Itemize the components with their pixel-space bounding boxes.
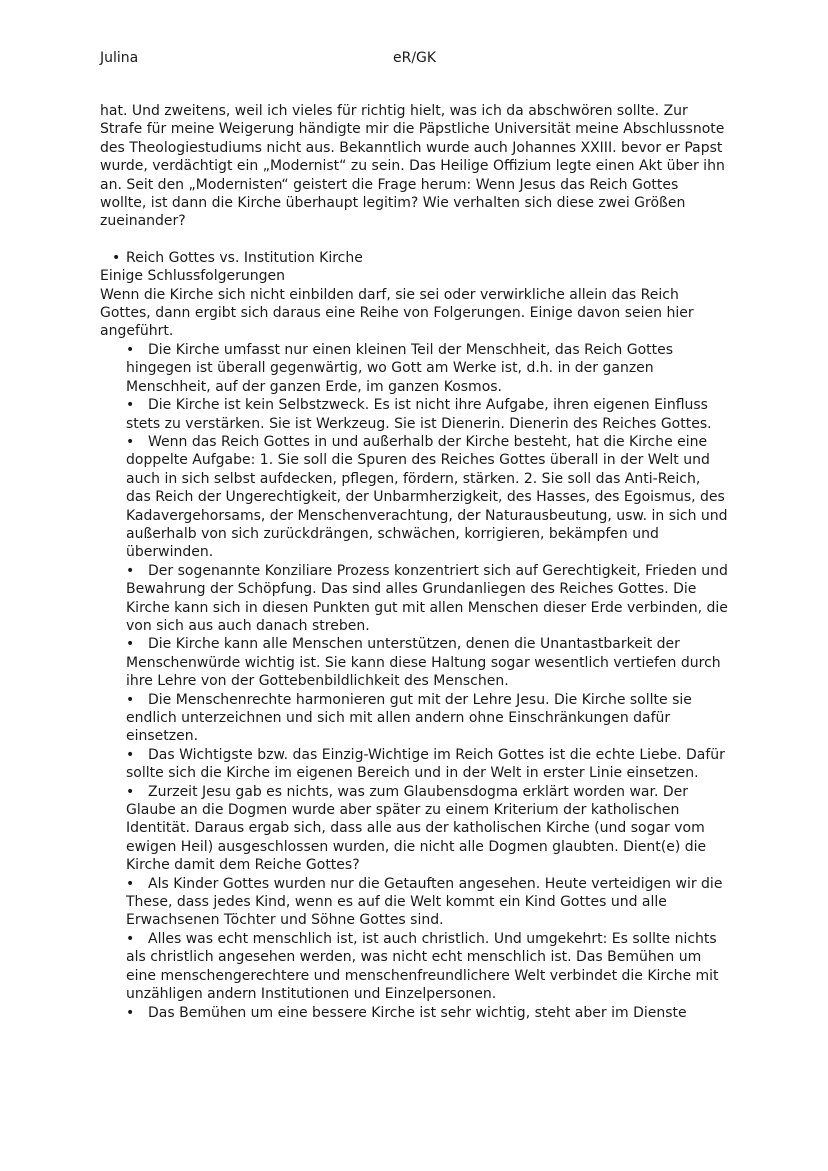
course-code: eR/GK	[393, 50, 437, 66]
bullet-marker: •	[126, 636, 135, 653]
bullet-marker: •	[126, 875, 135, 892]
bullet-marker: •	[126, 433, 135, 450]
list-item-text: Die Kirche ist kein Selbstzweck. Es ist nicht ihre Aufgabe, ihren eigenen Einfluss stets zu verstärken. Sie ist Werkzeug. Sie ist Dienerin. Dienerin des Reiches Gottes.	[126, 397, 712, 432]
list-item-text: Zurzeit Jesu gab es nichts, was zum Glaubensdogma erklärt worden war. Der Glaube an die Dogmen wurde aber später zu einem Kriterium der katholischen Identität. Daraus ergab sich, dass alle aus der katholischen Kirche (und sogar vom ewigen Heil) ausgeschlossen wurden, die nicht alle Dogmen glaubten. Dient(e) die Kirche damit dem Reiche Gottes?	[126, 783, 707, 874]
list-item-text: Die Kirche kann alle Menschen unterstützen, denen die Unantastbarkeit der Menschenwürde wichtig ist. Sie kann diese Haltung sogar wesentlich vertiefen durch ihre Lehre von der Gottebenbildlichkeit des Menschen.	[126, 636, 721, 690]
list-item-text: Alles was echt menschlich ist, ist auch christlich. Und umgekehrt: Es sollte nichts als christlich angesehen werden, was nicht echt menschlich ist. Das Bemühen um eine menschengerechtere und menschenfreundlichere Welt verbindet die Kirche mit unzähligen andern Institutionen und Einzelpersonen.	[126, 930, 719, 1003]
bullet-marker: •	[126, 930, 135, 947]
conclusions-list	[100, 341, 728, 1022]
intro-paragraph: hat. Und zweitens, weil ich vieles für richtig hielt, was ich da abschwören sollte. Zur Strafe für meine Weigerung händigte mir die Päpstliche Universität meine Abschlussnote des Theologiestudiums nicht aus. Bekanntlich wurde auch Johannes XXIII. bevor er Papst wurde, verdächtigt ein „Modernist“ zu sein. Das Heilige Offizium legte einen Akt über ihn an. Seit den „Modernisten“ geistert die Frage herum: Wenn Jesus das Reich Gottes wollte, ist dann die Kirche überhaupt legitim? Wie verhalten sich diese zwei Größen zueinander?	[100, 103, 725, 230]
bullet-marker: •	[126, 783, 135, 800]
bullet-marker: •	[126, 691, 135, 708]
document-body	[100, 102, 728, 1022]
page-header	[100, 50, 728, 70]
bullet-marker: •	[126, 746, 135, 763]
list-item-text: Als Kinder Gottes wurden nur die Getauften angesehen. Heute verteidigen wir die These, dass jedes Kind, wenn es auf die Welt kommt ein Kind Gottes und alle Erwachsenen Töchter und Söhne Gottes sind.	[126, 875, 723, 929]
list-item	[126, 635, 728, 690]
section-intro: Wenn die Kirche sich nicht einbilden darf, sie sei oder verwirkliche allein das Reich Gottes, dann ergibt sich daraus eine Reihe von Folgerungen. Einige davon seien hier angeführt.	[100, 286, 694, 340]
topic-bullet: • Reich Gottes vs. Institution Kirche	[126, 249, 728, 267]
list-item	[126, 562, 728, 636]
list-item	[126, 746, 728, 783]
list-item-text: Das Bemühen um eine bessere Kirche ist sehr wichtig, steht aber im Dienste	[148, 1004, 687, 1021]
list-item-text: Das Wichtigste bzw. das Einzig-Wichtige im Reich Gottes ist die echte Liebe. Dafür sollte sich die Kirche im eigenen Bereich und in der Welt in erster Linie einsetzen.	[126, 746, 725, 782]
bullet-marker: •	[126, 341, 135, 358]
bullet-marker: •	[126, 562, 135, 579]
list-item-text: Der sogenannte Konziliare Prozess konzentriert sich auf Gerechtigkeit, Frieden und Bewahrung der Schöpfung. Das sind alles Grundanliegen des Reiches Gottes. Die Kirche kann sich in diesen Punkten gut mit allen Menschen dieser Erde verbinden, die von sich aus auch danach streben.	[126, 562, 728, 634]
list-item-text: Die Kirche umfasst nur einen kleinen Teil der Menschheit, das Reich Gottes hingegen ist überall gegenwärtig, wo Gott am Werke ist, d.h. in der ganzen Menschheit, auf der ganzen Erde, im ganzen Kosmos.	[126, 341, 674, 395]
bullet-marker: •	[126, 397, 135, 414]
list-item-text: Die Menschenrechte harmonieren gut mit der Lehre Jesu. Die Kirche sollte sie endlich unterzeichnen und sich mit allen andern ohne Einschränkungen dafür einsetzen.	[126, 691, 692, 745]
list-item	[126, 341, 728, 396]
section-heading: Einige Schlussfolgerungen	[100, 268, 286, 285]
list-item-text: Wenn das Reich Gottes in und außerhalb der Kirche besteht, hat die Kirche eine doppelte Aufgabe: 1. Sie soll die Spuren des Reiches Gottes überall in der Welt und auch in sich selbst aufdecken, pflegen, fördern, stärken. 2. Sie soll das Anti-Reich, das Reich der Ungerechtigkeit, der Unbarmherzigkeit, des Hasses, des Egoismus, des Kadavergehorsams, der Menschenverachtung, der Naturausbeutung, usw. in sich und außerhalb von sich zurückdrängen, schwächen, korrigieren, bekämpfen und überwinden.	[126, 433, 728, 561]
list-item	[126, 875, 728, 930]
list-item	[126, 691, 728, 746]
list-item	[126, 396, 728, 433]
list-item	[126, 930, 728, 1004]
author-name: Julina	[100, 50, 139, 66]
bullet-marker: •	[126, 1004, 135, 1021]
list-item	[126, 433, 728, 562]
list-item	[126, 783, 728, 875]
list-item	[126, 1004, 728, 1022]
topic-list	[100, 249, 728, 267]
